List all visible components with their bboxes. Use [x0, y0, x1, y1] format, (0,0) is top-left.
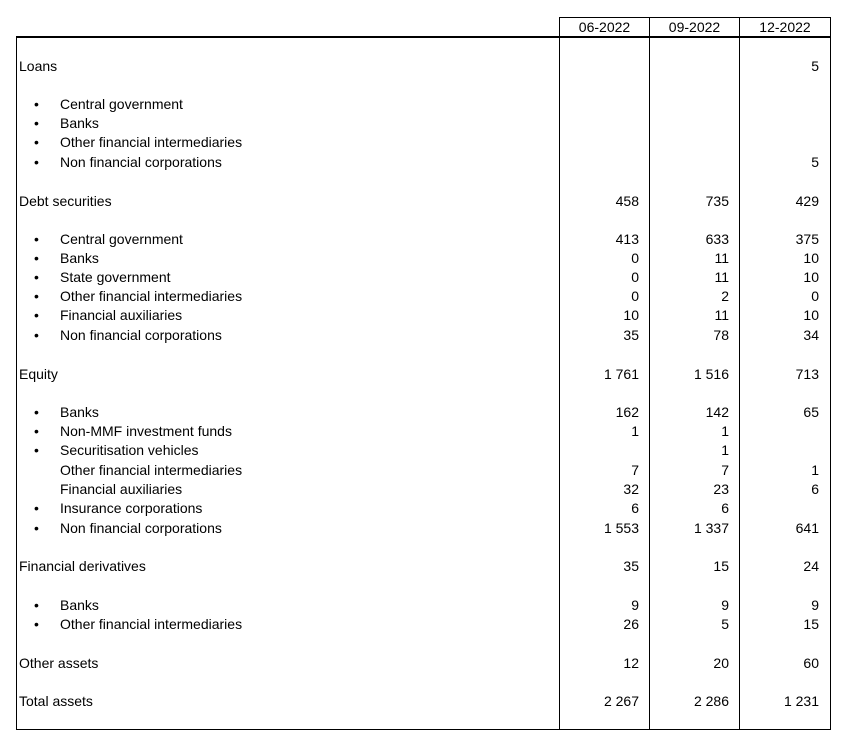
- row-label: Securitisation vehicles: [60, 442, 199, 458]
- value-cell-12-2022: 641: [795, 520, 819, 536]
- value-cell-09-2022: 11: [714, 250, 729, 266]
- value-cell-12-2022: 5: [811, 154, 819, 170]
- row-label: Insurance corporations: [60, 500, 203, 516]
- table-row: [0, 499, 844, 518]
- row-label: Banks: [60, 115, 99, 131]
- value-cell-06-2022: 35: [623, 558, 639, 574]
- table-row: [0, 114, 844, 133]
- table-row: [0, 306, 844, 325]
- value-cell-09-2022: 15: [713, 558, 729, 574]
- row-label: Non financial corporations: [60, 520, 222, 536]
- value-cell-12-2022: 375: [795, 231, 819, 247]
- value-cell-09-2022: 6: [721, 500, 729, 516]
- value-cell-09-2022: 11: [714, 269, 729, 285]
- value-cell-09-2022: 1: [721, 423, 729, 439]
- table-row-section: [0, 692, 844, 711]
- value-cell-06-2022: 26: [623, 616, 639, 632]
- value-cell-06-2022: 458: [615, 193, 639, 209]
- value-cell-09-2022: 1: [721, 442, 729, 458]
- row-label: Equity: [19, 366, 58, 382]
- value-cell-06-2022: 1 761: [603, 366, 639, 382]
- row-label: Banks: [60, 597, 99, 613]
- bullet-icon: •: [34, 307, 39, 323]
- table-row: [0, 441, 844, 460]
- value-cell-06-2022: 162: [615, 404, 639, 420]
- table-row: [0, 519, 844, 538]
- bullet-icon: •: [34, 96, 39, 112]
- table-row: [0, 95, 844, 114]
- value-cell-06-2022: 1 553: [603, 520, 639, 536]
- table-row: [0, 249, 844, 268]
- row-label: Financial auxiliaries: [60, 481, 183, 497]
- value-cell-06-2022: 1: [631, 423, 639, 439]
- value-cell-06-2022: 32: [623, 481, 639, 497]
- table-row-section: [0, 654, 844, 673]
- value-cell-09-2022: 20: [713, 655, 729, 671]
- table-row: [0, 615, 844, 634]
- table-row: [0, 326, 844, 345]
- row-label: Other financial intermediaries: [60, 288, 243, 304]
- bullet-icon: •: [34, 231, 39, 247]
- value-cell-09-2022: 78: [713, 327, 729, 343]
- value-cell-12-2022: 1: [811, 462, 819, 478]
- bullet-icon: •: [34, 288, 39, 304]
- table-row-section: [0, 192, 844, 211]
- bullet-icon: •: [34, 616, 39, 632]
- row-label: Non-MMF investment funds: [60, 423, 232, 439]
- value-cell-12-2022: 0: [811, 288, 819, 304]
- bullet-icon: •: [34, 442, 39, 458]
- bullet-icon: •: [34, 597, 39, 613]
- row-label: Central government: [60, 96, 183, 112]
- value-cell-06-2022: 35: [623, 327, 639, 343]
- bullet-icon: •: [34, 423, 39, 439]
- column-header-06-2022: 06-2022: [559, 17, 650, 36]
- bullet-icon: •: [34, 134, 39, 150]
- value-cell-09-2022: 2: [721, 288, 729, 304]
- value-cell-09-2022: 9: [721, 597, 729, 613]
- table-row: [0, 287, 844, 306]
- value-cell-12-2022: 429: [795, 193, 819, 209]
- value-cell-06-2022: 2 267: [603, 693, 639, 709]
- value-cell-09-2022: 633: [705, 231, 729, 247]
- column-header-09-2022: 09-2022: [649, 17, 740, 36]
- row-label: Banks: [60, 250, 99, 266]
- row-label: Other financial intermediaries: [60, 462, 243, 478]
- table-row-section: [0, 57, 844, 76]
- bullet-icon: •: [34, 115, 39, 131]
- row-label: Other assets: [19, 655, 99, 671]
- row-label: Debt securities: [19, 193, 112, 209]
- value-cell-09-2022: 7: [721, 462, 729, 478]
- row-label: Non financial corporations: [60, 327, 222, 343]
- row-label: Financial auxiliaries: [60, 307, 183, 323]
- table-row-section: [0, 365, 844, 384]
- value-cell-06-2022: 6: [631, 500, 639, 516]
- table-row: [0, 230, 844, 249]
- value-cell-12-2022: 9: [811, 597, 819, 613]
- bullet-icon: •: [34, 327, 39, 343]
- table-row: [0, 461, 844, 480]
- row-label: Loans: [19, 58, 58, 74]
- row-label: Other financial intermediaries: [60, 616, 243, 632]
- row-label: Financial derivatives: [19, 558, 146, 574]
- table-row: [0, 403, 844, 422]
- bullet-icon: •: [34, 500, 39, 516]
- table-row: [0, 422, 844, 441]
- value-cell-12-2022: 10: [803, 307, 819, 323]
- table-row-section: [0, 557, 844, 576]
- value-cell-06-2022: 7: [631, 462, 639, 478]
- value-cell-09-2022: 23: [713, 481, 729, 497]
- column-header-12-2022: 12-2022: [739, 17, 831, 36]
- value-cell-09-2022: 2 286: [693, 693, 729, 709]
- row-label: Other financial intermediaries: [60, 134, 243, 150]
- value-cell-12-2022: 60: [803, 655, 819, 671]
- value-cell-06-2022: 413: [615, 231, 639, 247]
- value-cell-06-2022: 12: [623, 655, 639, 671]
- row-label: Total assets: [19, 693, 93, 709]
- value-cell-12-2022: 10: [803, 269, 819, 285]
- value-cell-09-2022: 142: [705, 404, 729, 420]
- value-cell-12-2022: 34: [803, 327, 819, 343]
- bullet-icon: •: [34, 250, 39, 266]
- value-cell-09-2022: 1 516: [693, 366, 729, 382]
- value-cell-12-2022: 10: [803, 250, 819, 266]
- value-cell-06-2022: 10: [623, 307, 639, 323]
- row-label: Banks: [60, 404, 99, 420]
- value-cell-12-2022: 65: [803, 404, 819, 420]
- row-label: Central government: [60, 231, 183, 247]
- bullet-icon: •: [34, 520, 39, 536]
- bullet-icon: •: [34, 404, 39, 420]
- row-label: Non financial corporations: [60, 154, 222, 170]
- value-cell-12-2022: 5: [811, 58, 819, 74]
- value-cell-06-2022: 0: [631, 250, 639, 266]
- value-cell-06-2022: 0: [631, 288, 639, 304]
- table-row: [0, 153, 844, 172]
- value-cell-06-2022: 9: [631, 597, 639, 613]
- value-cell-09-2022: 735: [705, 193, 729, 209]
- value-cell-09-2022: 11: [714, 307, 729, 323]
- value-cell-06-2022: 0: [631, 269, 639, 285]
- table-row: [0, 596, 844, 615]
- value-cell-12-2022: 24: [803, 558, 819, 574]
- row-label: State government: [60, 269, 171, 285]
- table-row: [0, 268, 844, 287]
- bullet-icon: •: [34, 269, 39, 285]
- value-cell-09-2022: 1 337: [693, 520, 729, 536]
- value-cell-12-2022: 15: [803, 616, 819, 632]
- value-cell-12-2022: 1 231: [783, 693, 819, 709]
- table-row: [0, 133, 844, 152]
- bullet-icon: •: [34, 154, 39, 170]
- value-cell-09-2022: 5: [721, 616, 729, 632]
- value-cell-12-2022: 6: [811, 481, 819, 497]
- table-row: [0, 480, 844, 499]
- value-cell-12-2022: 713: [795, 366, 819, 382]
